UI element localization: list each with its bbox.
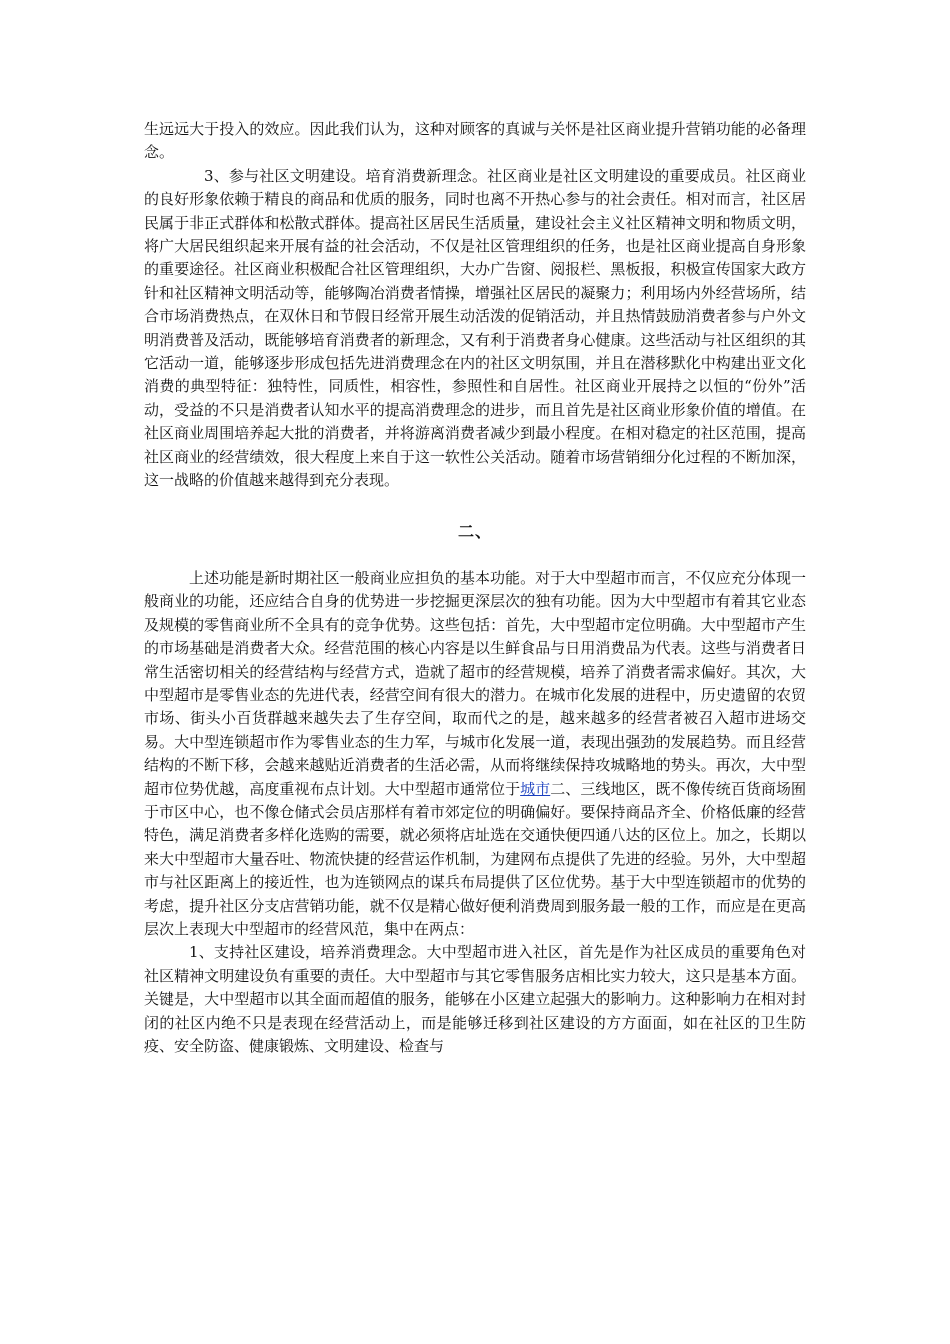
paragraph-supermarket-functions [144,567,806,942]
paragraph-text-after-link: 二、三线地区，既不像传统百货商场囿于市区中心，也不像仓储式会员店那样有着市郊定位的明确偏好。要保持商品齐全、价格低廉的经营特色，满足消费者多样化选购的需要，就必须将店址选在交通快便四通八达的区位上。加之，长期以来大中型超市大量吞吐、物流快捷的经营运作机制，为建网布点提供了先进的经验。另外，大中型超市与社区距离上的接近性，也为连锁网点的谋兵布局提供了区位优势。基于大中型连锁超市的优势的考虑，提升社区分支店营销功能，就不仅是精心做好便利消费周到服务最一般的工作，而应是在更高层次上表现大中型超市的经营风范，集中在两点： [144,779,806,938]
section-heading: 二、 [457,521,492,541]
paragraph-text-before-link: 上述功能是新时期社区一般商业应担负的基本功能。对于大中型超市而言，不仅应充分体现一般商业的功能，还应结合自身的优势进一步挖掘更深层次的独有功能。因为大中型超市有着其它业态及规模的零售商业所不全具有的竞争优势。这些包括：首先，大中型超市定位明确。大中型超市产生的市场基础是消费者大众。经营范围的核心内容是以生鲜食品与日用消费品为代表。这些与消费者日常生活密切相关的经营结构与经营方式，造就了超市的经营规模，培养了消费者需求偏好。其次，大中型超市是零售业态的先进代表，经营空间有很大的潜力。在城市化发展的进程中，历史遗留的农贸市场、街头小百货群越来越失去了生存空间，取而代之的是，越来越多的经营者被召入超市进场交易。大中型连锁超市作为零售业态的生力军，与城市化发展一道，表现出强劲的发展趋势。而且经营结构的不断下移，会越来越贴近消费者的生活必需，从而将继续保持攻城略地的势头。再次，大中型超市位势优越，高度重视布点计划。大中型超市通常位于 [144,568,806,798]
paragraph-section-3: 3、参与社区文明建设。培育消费新理念。社区商业是社区文明建设的重要成员。社区商业的良好形象依赖于精良的商品和优质的服务，同时也离不开热心参与的社会责任。相对而言，社区居民属于非正式群体和松散式群体。提高社区居民生活质量，建设社会主义社区精神文明和物质文明，将广大居民组织起来开展有益的社会活动，不仅是社区管理组织的任务，也是社区商业提高自身形象的重要途径。社区商业积极配合社区管理组织，大办广告窗、阅报栏、黑板报，积极宣传国家大政方针和社区精神文明活动等，能够陶冶消费者情操，增强社区居民的凝聚力；利用场内外经营场所，结合市场消费热点，在双休日和节假日经常开展生动活泼的促销活动，并且热情鼓励消费者参与户外文明消费普及活动，既能够培育消费者的新理念，又有利于消费者身心健康。这些活动与社区组织的其它活动一道，能够逐步形成包括先进消费理念在内的社区文明氛围，并且在潜移默化中构建出亚文化消费的典型特征：独特性，同质性，相容性，参照性和自居性。社区商业开展持之以恒的“份外”活动，受益的不只是消费者认知水平的提高消费理念的进步，而且首先是社区商业形象价值的增值。在社区商业周围培养起大批的消费者，并将游离消费者减少到最小程度。在相对稳定的社区范围，提高社区商业的经营绩效，很大程度上来自于这一软性公关活动。随着市场营销细分化过程的不断加深，这一战略的价值越来越得到充分表现。 [144,166,806,490]
paragraph-continuation: 生远远大于投入的效应。因此我们认为，这种对顾客的真诚与关怀是社区商业提升营销功能的必备理念。 [144,120,806,162]
document-body [144,118,806,1058]
paragraph-point-1: 1、支持社区建设，培养消费理念。大中型超市进入社区，首先是作为社区成员的重要角色对社区精神文明建设负有重要的责任。大中型超市与其它零售服务店相比实力较大，这只是基本方面。关键是，大中型超市以其全面而超值的服务，能够在小区建立起强大的影响力。这种影响力在相对封闭的社区内绝不只是表现在经营活动上，而是能够迁移到社区建设的方方面面，如在社区的卫生防疫、安全防盗、健康锻炼、文明建设、检查与 [144,943,806,1056]
city-link[interactable]: 城市 [520,779,551,798]
